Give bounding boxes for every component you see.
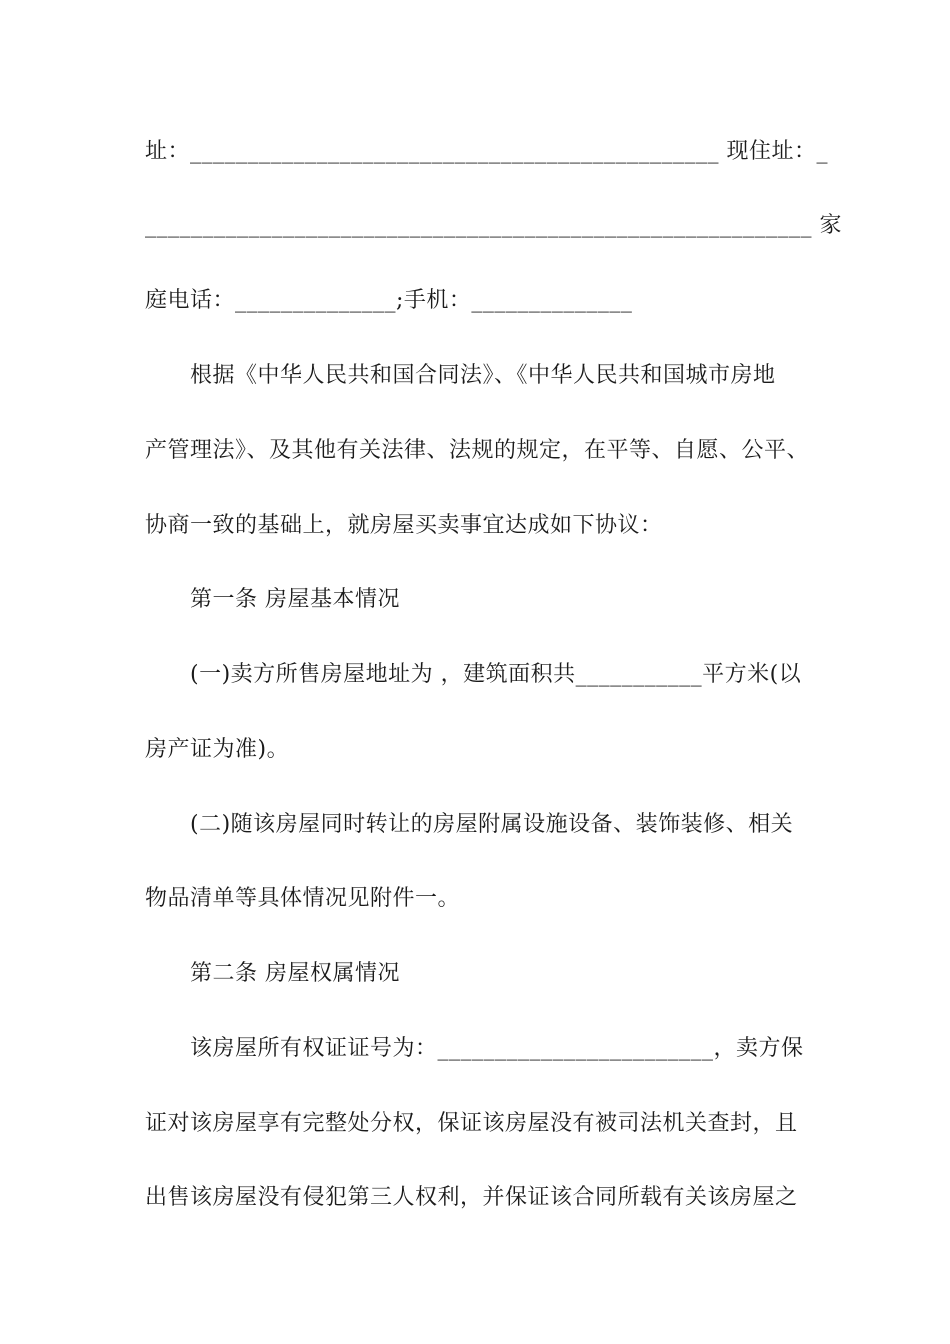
address-line: 址：______________________________________________ 现住址：_ (145, 139, 828, 164)
article-1-item-2-line-2: 物品清单等具体情况见附件一。 (145, 886, 461, 911)
article-1-heading: 第一条 房屋基本情况 (190, 587, 400, 612)
article-1-item-1-line-2: 房产证为准)。 (145, 737, 290, 762)
basis-paragraph-line-1: 根据《中华人民共和国合同法》、《中华人民共和国城市房地 (190, 363, 776, 388)
article-2-paragraph-line-2: 证对该房屋享有完整处分权，保证该房屋没有被司法机关查封，且 (145, 1111, 798, 1136)
article-1-item-1-line-1: (一)卖方所售房屋地址为 ，建筑面积共___________平方米(以 (190, 662, 802, 687)
phone-line: 庭电话：______________;手机：______________ (145, 288, 633, 313)
address-continuation-line: __________________________________________________________ 家 (145, 213, 842, 238)
article-1-item-2-line-1: (二)随该房屋同时转让的房屋附属设施设备、装饰装修、相关 (190, 812, 794, 837)
article-2-paragraph-line-3: 出售该房屋没有侵犯第三人权利，并保证该合同所载有关该房屋之 (145, 1185, 798, 1210)
basis-paragraph-line-3: 协商一致的基础上，就房屋买卖事宜达成如下协议： (145, 513, 663, 538)
article-2-heading: 第二条 房屋权属情况 (190, 961, 400, 986)
basis-paragraph-line-2: 产管理法》、及其他有关法律、法规的规定，在平等、自愿、公平、 (145, 438, 810, 463)
article-2-paragraph-line-1: 该房屋所有权证证号为：________________________，卖方保 (190, 1036, 804, 1061)
